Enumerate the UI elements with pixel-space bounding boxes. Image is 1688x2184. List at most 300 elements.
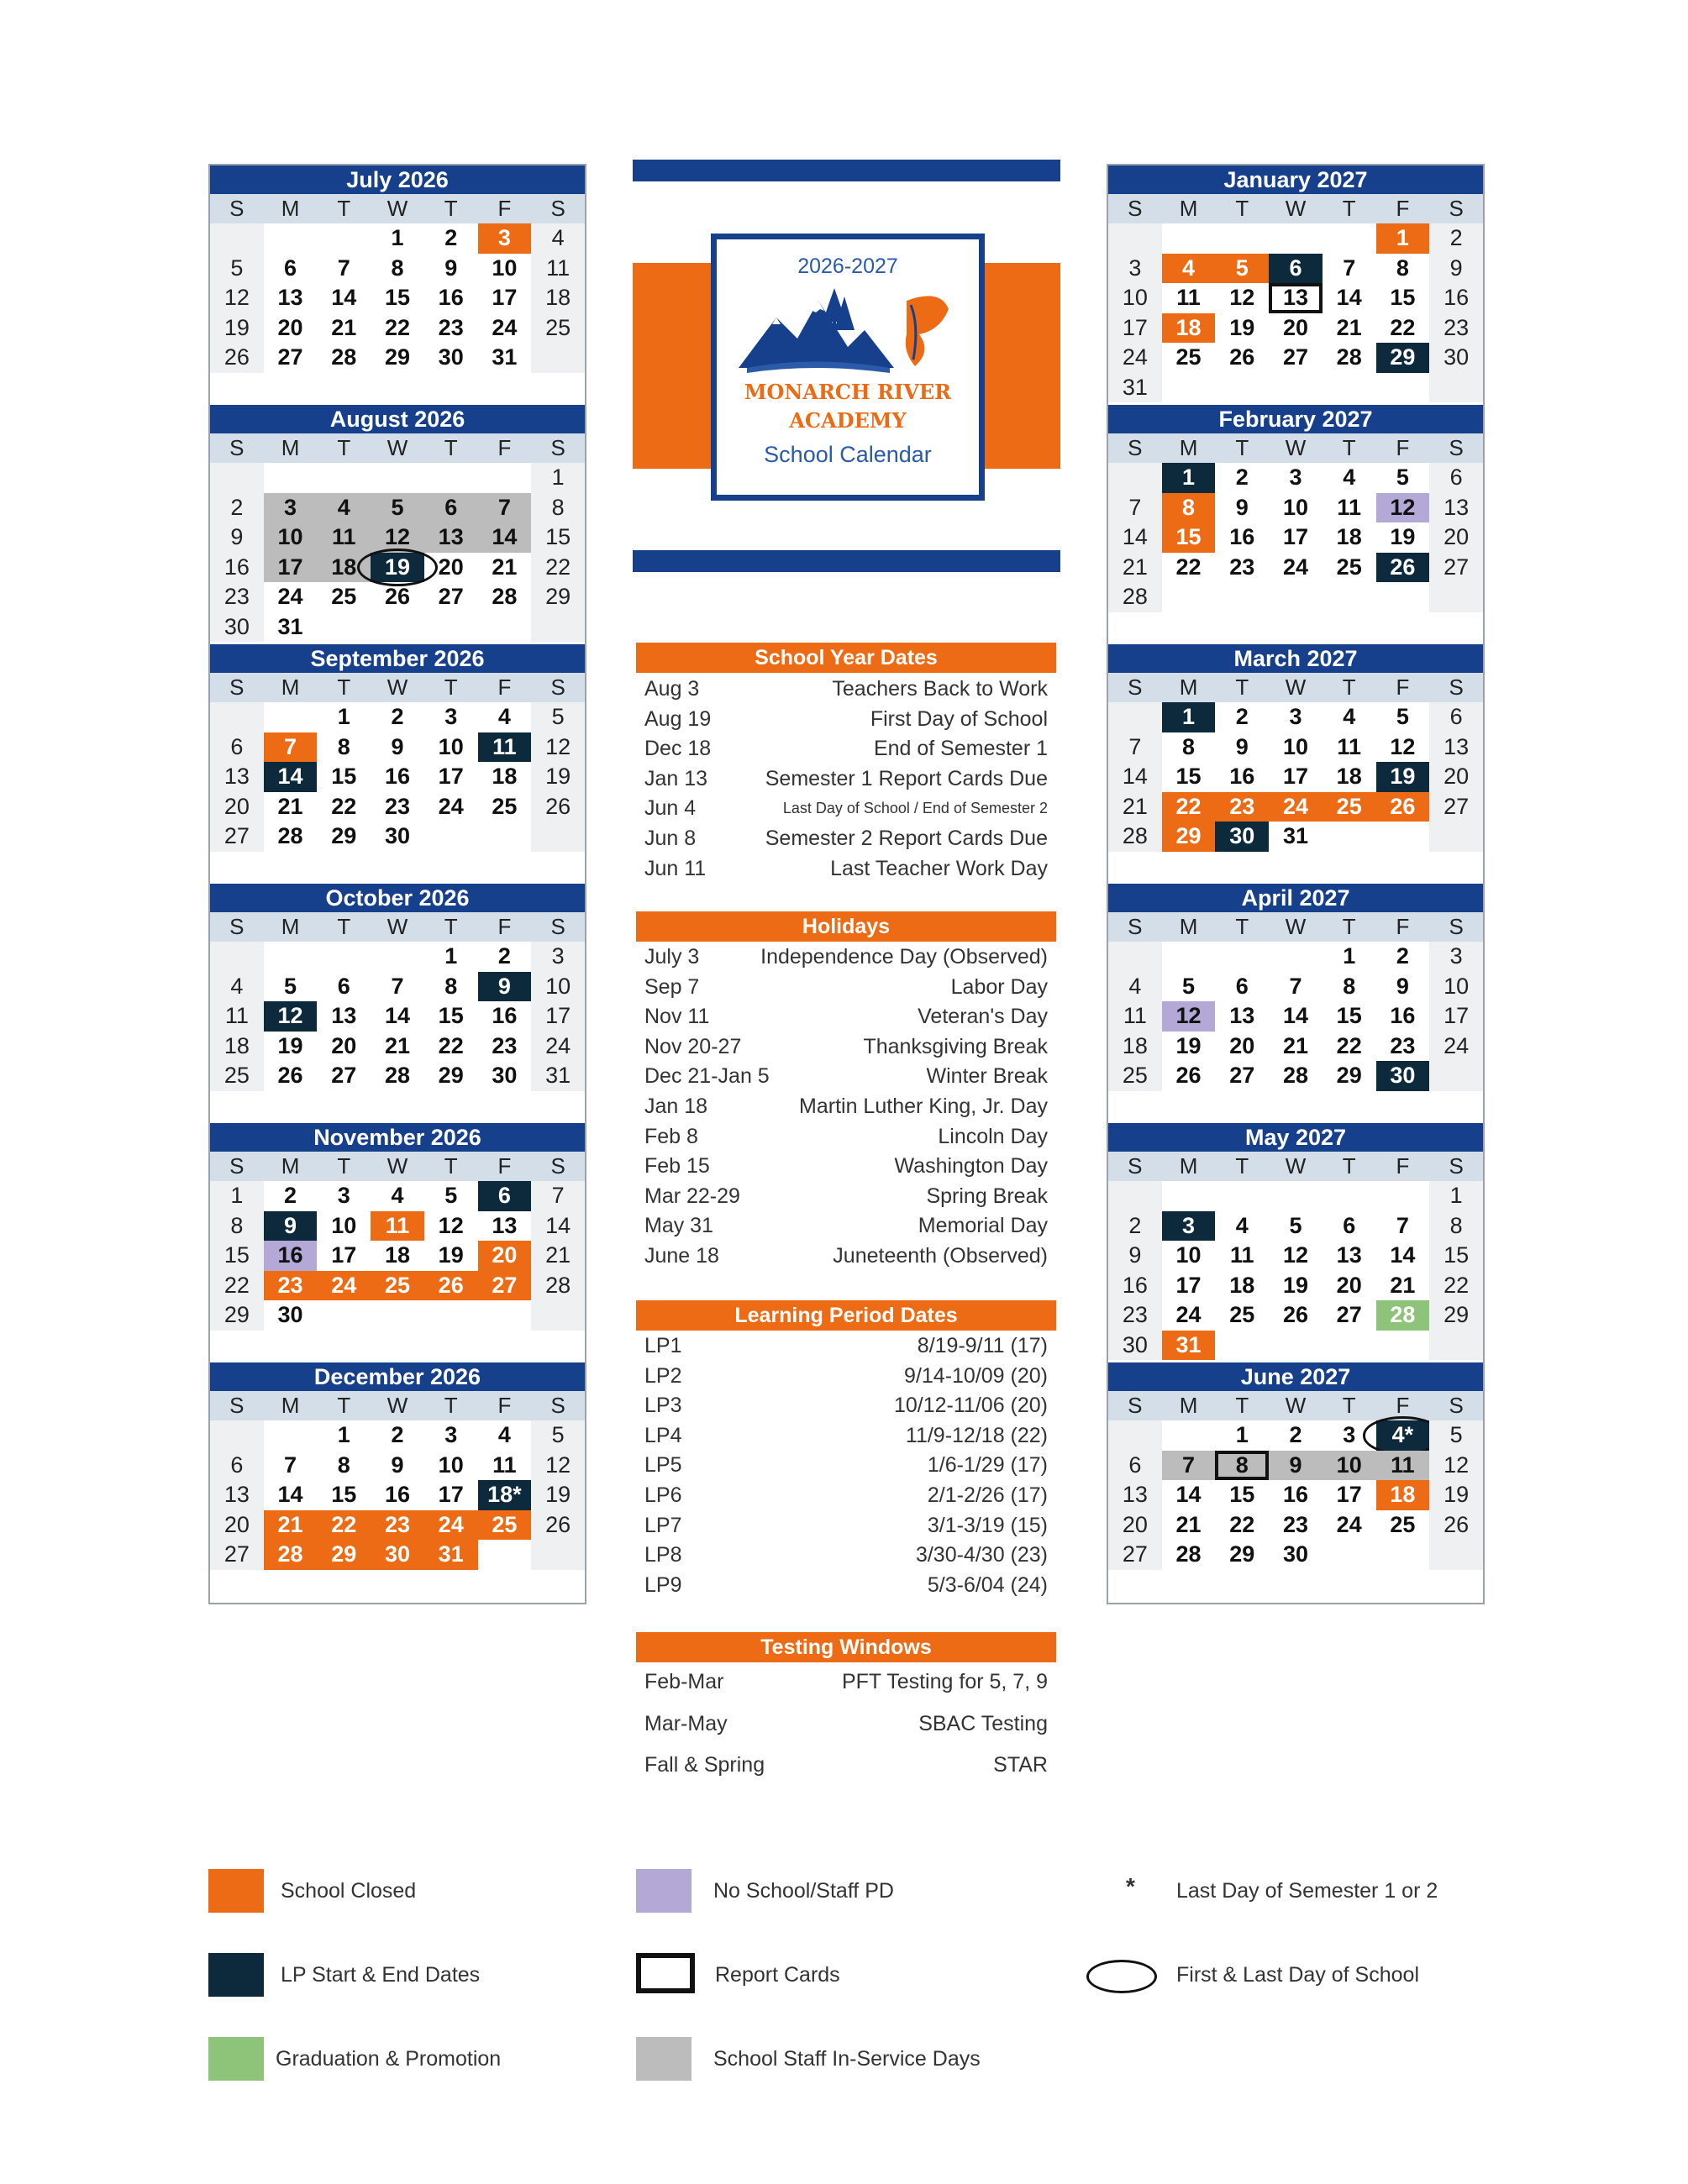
day-cell: 3 bbox=[444, 704, 458, 729]
day-cell: 22 bbox=[1390, 314, 1416, 340]
day-cell: 8 bbox=[337, 733, 350, 759]
day-cell: 10 bbox=[531, 972, 585, 1002]
weekday-label: T bbox=[1342, 1153, 1356, 1179]
row-date: Sep 7 bbox=[644, 974, 700, 999]
row-event: Thanksgiving Break bbox=[863, 1034, 1048, 1058]
day-cell: 19 bbox=[1376, 762, 1430, 792]
day-cell: 4 bbox=[497, 1422, 511, 1447]
day-cell: 30 bbox=[384, 823, 411, 848]
day-cell: 30 bbox=[1282, 1541, 1309, 1567]
day-cell: 2 bbox=[1108, 1211, 1162, 1242]
row-event: Last Teacher Work Day bbox=[830, 856, 1048, 880]
day-cell: 15 bbox=[210, 1241, 264, 1271]
day-cell: 15 bbox=[1429, 1241, 1483, 1271]
month-july-2026 bbox=[210, 165, 585, 404]
day-cell: 6 bbox=[1235, 973, 1249, 999]
day-cell: 1 bbox=[210, 1181, 264, 1211]
day-cell: 11 bbox=[1337, 733, 1361, 759]
empty-day-cell bbox=[210, 1420, 264, 1451]
section-row bbox=[644, 1511, 1048, 1541]
day-cell: 1 bbox=[1376, 223, 1430, 254]
empty-day-cell bbox=[424, 1300, 478, 1331]
row-date: Feb 8 bbox=[644, 1124, 698, 1148]
day-cell: 6 bbox=[284, 255, 297, 281]
day-cell: 20 bbox=[1429, 522, 1483, 553]
day-cell: 20 bbox=[478, 1241, 532, 1271]
day-cell: 15 bbox=[331, 764, 357, 789]
empty-day-cell bbox=[1162, 1181, 1216, 1211]
day-cell: 26 bbox=[1429, 1510, 1483, 1541]
month-march-2027 bbox=[1108, 644, 1483, 883]
empty-day-cell bbox=[1269, 223, 1323, 254]
day-cell: 17 bbox=[1429, 1001, 1483, 1032]
day-cell: 18 bbox=[1336, 764, 1362, 789]
day-cell: 8 bbox=[337, 1452, 350, 1478]
legend-grad: Graduation & Promotion bbox=[276, 2047, 502, 2071]
row-date: LP9 bbox=[644, 1572, 682, 1597]
day-cell: 15 bbox=[1336, 1003, 1362, 1028]
day-cell: 9 bbox=[1235, 494, 1249, 520]
weekday-label: S bbox=[229, 675, 245, 700]
day-cell: 6 bbox=[210, 1451, 264, 1481]
day-cell: 26 bbox=[531, 792, 585, 822]
day-cell: 1 bbox=[531, 463, 585, 493]
empty-day-cell bbox=[371, 1300, 424, 1331]
day-cell: 24 bbox=[277, 584, 303, 609]
day-cell: 16 bbox=[210, 553, 264, 583]
day-cell: 16 bbox=[384, 764, 411, 789]
day-cell: 31 bbox=[1282, 823, 1309, 848]
day-cell: 10 bbox=[1323, 1451, 1376, 1481]
weekday-label: M bbox=[1179, 675, 1198, 700]
day-cell: 7 bbox=[284, 1452, 297, 1478]
day-cell: 18 bbox=[492, 764, 518, 789]
legend-closed: School Closed bbox=[281, 1879, 417, 1903]
day-cell: 21 bbox=[1282, 1032, 1309, 1058]
month-april-2027 bbox=[1108, 884, 1483, 1122]
day-cell: 3 bbox=[1108, 254, 1162, 284]
day-cell: 4 bbox=[1343, 704, 1356, 729]
day-cell: 8 bbox=[1162, 493, 1216, 523]
day-cell: 28 bbox=[492, 584, 518, 609]
day-cell: 23 bbox=[1108, 1300, 1162, 1331]
day-cell: 12 bbox=[371, 522, 424, 553]
day-cell: 30 bbox=[210, 612, 264, 643]
day-cell: 16 bbox=[438, 285, 464, 310]
weekday-label: S bbox=[229, 914, 245, 939]
day-cell: 30 bbox=[1429, 343, 1483, 373]
legend-swatch-closed bbox=[208, 1869, 264, 1913]
day-cell: 16 bbox=[1229, 524, 1255, 549]
day-cell: 5 bbox=[1396, 465, 1409, 490]
day-cell: 9 bbox=[210, 522, 264, 553]
mountain-butterfly-icon bbox=[739, 284, 957, 376]
day-cell: 28 bbox=[264, 1540, 318, 1570]
day-cell: 13 bbox=[210, 762, 264, 792]
day-cell: 31 bbox=[1162, 1331, 1216, 1361]
day-cell: 11 bbox=[1176, 285, 1201, 310]
weekday-header bbox=[210, 673, 585, 702]
day-cell: 24 bbox=[492, 314, 518, 340]
empty-day-cell bbox=[478, 822, 532, 852]
empty-day-cell bbox=[1162, 1420, 1216, 1451]
weekday-label: M bbox=[1179, 914, 1198, 939]
row-event: Last Day of School / End of Semester 2 bbox=[782, 800, 1048, 817]
section-row bbox=[644, 854, 1048, 884]
weekday-label: W bbox=[387, 675, 408, 700]
weekday-label: S bbox=[1128, 196, 1143, 221]
day-cell: 17 bbox=[264, 553, 318, 583]
day-cell: 23 bbox=[438, 314, 464, 340]
day-cell: 20 bbox=[210, 1510, 264, 1541]
weekday-label: T bbox=[337, 1393, 351, 1418]
day-cell: 20 bbox=[1108, 1510, 1162, 1541]
day-cell: 14 bbox=[277, 1482, 303, 1507]
day-grid bbox=[210, 223, 585, 373]
day-cell: 18 bbox=[1108, 1032, 1162, 1062]
day-cell: 15 bbox=[331, 1482, 357, 1507]
month-august-2026 bbox=[210, 405, 585, 643]
legend-swatch-pd bbox=[636, 1869, 692, 1913]
row-event: Veteran's Day bbox=[918, 1005, 1048, 1029]
row-date: LP7 bbox=[644, 1513, 682, 1537]
weekday-label: S bbox=[1449, 1153, 1464, 1179]
day-cell: 19 bbox=[1175, 1032, 1202, 1058]
day-grid bbox=[1108, 223, 1483, 402]
day-cell: 19 bbox=[1282, 1272, 1309, 1298]
weekday-label: T bbox=[337, 675, 351, 700]
day-grid bbox=[210, 463, 585, 642]
weekday-label: F bbox=[497, 675, 512, 700]
day-cell: 3 bbox=[478, 223, 532, 254]
row-date: Fall & Spring bbox=[644, 1753, 765, 1777]
day-cell: 31 bbox=[277, 613, 303, 639]
month-december-2026 bbox=[210, 1362, 585, 1601]
weekday-header bbox=[1108, 912, 1483, 942]
month-october-2026 bbox=[210, 884, 585, 1122]
day-cell: 6 bbox=[1343, 1212, 1356, 1238]
day-cell: 13 bbox=[1108, 1480, 1162, 1510]
weekday-label: F bbox=[497, 1393, 512, 1418]
day-cell: 21 bbox=[531, 1241, 585, 1271]
day-cell: 11 bbox=[210, 1001, 264, 1032]
empty-day-cell bbox=[1269, 373, 1323, 403]
day-cell: 23 bbox=[210, 582, 264, 612]
orange-band-left bbox=[633, 263, 717, 469]
day-cell: 13 bbox=[492, 1212, 518, 1238]
day-cell: 30 bbox=[1215, 822, 1269, 852]
empty-day-cell bbox=[1376, 582, 1430, 612]
weekday-header bbox=[210, 433, 585, 463]
day-cell: 22 bbox=[1175, 554, 1202, 580]
day-cell: 20 bbox=[210, 792, 264, 822]
day-cell: 13 bbox=[1229, 1003, 1255, 1028]
day-cell: 2 bbox=[497, 943, 511, 969]
day-cell: 26 bbox=[531, 1510, 585, 1541]
day-cell: 14 bbox=[1175, 1482, 1202, 1507]
day-cell: 16 bbox=[1229, 764, 1255, 789]
empty-day-cell bbox=[210, 702, 264, 732]
day-cell: 16 bbox=[1108, 1271, 1162, 1301]
day-cell: 4 bbox=[531, 223, 585, 254]
day-cell: 12 bbox=[1390, 733, 1416, 759]
day-cell: 1 bbox=[1429, 1181, 1483, 1211]
weekday-label: S bbox=[1449, 914, 1464, 939]
weekday-label: S bbox=[229, 1153, 245, 1179]
row-date: Mar 22-29 bbox=[644, 1184, 740, 1208]
day-cell: 15 bbox=[1390, 285, 1416, 310]
day-cell: 13 bbox=[424, 522, 478, 553]
day-cell: 1 bbox=[391, 225, 404, 250]
day-cell: 19 bbox=[531, 1480, 585, 1510]
day-cell: 21 bbox=[277, 793, 303, 819]
legend-swatch-inservice bbox=[636, 2037, 692, 2081]
day-cell: 7 bbox=[264, 732, 318, 763]
empty-day-cell bbox=[371, 463, 424, 493]
month-title: April 2027 bbox=[1108, 884, 1483, 912]
day-cell: 24 bbox=[438, 793, 464, 819]
day-cell: 10 bbox=[1175, 1242, 1202, 1268]
day-cell: 25 bbox=[371, 1271, 424, 1301]
day-cell: 19 bbox=[438, 1242, 464, 1268]
weekday-label: F bbox=[1396, 1393, 1410, 1418]
section-row bbox=[644, 1092, 1048, 1121]
day-cell: 18 bbox=[384, 1242, 411, 1268]
day-cell: 4 bbox=[497, 704, 511, 729]
empty-day-cell bbox=[317, 942, 371, 972]
weekday-label: S bbox=[550, 914, 565, 939]
day-cell: 2 bbox=[391, 1422, 404, 1447]
month-september-2026 bbox=[210, 644, 585, 883]
day-cell: 3 bbox=[1162, 1211, 1216, 1242]
day-cell: 14 bbox=[384, 1003, 411, 1028]
day-cell: 2 bbox=[284, 1183, 297, 1208]
row-date: Nov 20-27 bbox=[644, 1034, 742, 1058]
section-row bbox=[644, 942, 1048, 972]
empty-day-cell bbox=[317, 612, 371, 643]
section-row bbox=[644, 1421, 1048, 1451]
day-cell: 25 bbox=[478, 1510, 532, 1541]
empty-day-cell bbox=[1162, 942, 1216, 972]
day-cell: 22 bbox=[1229, 1511, 1255, 1537]
day-cell: 16 bbox=[1429, 283, 1483, 313]
day-cell: 27 bbox=[1336, 1302, 1362, 1327]
school-logo bbox=[711, 234, 985, 501]
day-cell: 2 bbox=[1289, 1422, 1302, 1447]
weekday-header bbox=[1108, 194, 1483, 223]
day-cell: 21 bbox=[1108, 792, 1162, 822]
day-cell: 11 bbox=[1108, 1001, 1162, 1032]
day-cell: 13 bbox=[1336, 1242, 1362, 1268]
logo-name-line1: MONARCH RIVER bbox=[744, 380, 952, 404]
empty-day-cell bbox=[424, 463, 478, 493]
weekday-label: T bbox=[444, 196, 458, 221]
day-cell: 13 bbox=[1269, 283, 1323, 313]
empty-day-cell bbox=[1269, 1181, 1323, 1211]
day-cell: 2 bbox=[444, 225, 458, 250]
weekday-label: T bbox=[337, 914, 351, 939]
day-cell: 8 bbox=[1215, 1451, 1269, 1481]
day-cell: 10 bbox=[438, 733, 464, 759]
weekday-label: S bbox=[229, 196, 245, 221]
day-cell: 23 bbox=[492, 1032, 518, 1058]
day-grid bbox=[1108, 1181, 1483, 1360]
day-cell: 9 bbox=[478, 972, 532, 1002]
empty-day-cell bbox=[1215, 942, 1269, 972]
weekday-header bbox=[1108, 433, 1483, 463]
day-cell: 22 bbox=[1429, 1271, 1483, 1301]
day-cell: 15 bbox=[438, 1003, 464, 1028]
day-cell: 7 bbox=[478, 493, 532, 523]
empty-day-cell bbox=[1215, 373, 1269, 403]
day-cell: 21 bbox=[1108, 553, 1162, 583]
weekday-label: M bbox=[281, 1393, 300, 1418]
weekday-label: T bbox=[1235, 1153, 1249, 1179]
day-cell: 28 bbox=[531, 1271, 585, 1301]
day-cell: 8 bbox=[444, 973, 458, 999]
weekday-label: S bbox=[1128, 1393, 1143, 1418]
row-event: 3/1-3/19 (15) bbox=[927, 1513, 1048, 1537]
day-cell: 21 bbox=[264, 1510, 318, 1541]
empty-day-cell bbox=[1269, 942, 1323, 972]
empty-day-cell bbox=[264, 942, 318, 972]
row-event: 1/6-1/29 (17) bbox=[927, 1453, 1048, 1478]
empty-day-cell bbox=[531, 1300, 585, 1331]
weekday-label: S bbox=[550, 1393, 565, 1418]
day-cell: 9 bbox=[1108, 1241, 1162, 1271]
month-november-2026 bbox=[210, 1123, 585, 1362]
day-cell: 7 bbox=[531, 1181, 585, 1211]
day-cell: 23 bbox=[1390, 1032, 1416, 1058]
day-cell: 23 bbox=[384, 793, 411, 819]
day-cell: 18 bbox=[1336, 524, 1362, 549]
day-cell: 25 bbox=[1336, 554, 1362, 580]
legend-pd: No School/Staff PD bbox=[713, 1879, 894, 1903]
day-cell: 7 bbox=[1108, 493, 1162, 523]
day-cell: 9 bbox=[1396, 973, 1409, 999]
day-cell: 9 bbox=[264, 1211, 318, 1242]
empty-day-cell bbox=[264, 223, 318, 254]
day-cell: 9 bbox=[391, 1452, 404, 1478]
section-row bbox=[644, 1331, 1048, 1361]
day-cell: 2 bbox=[391, 704, 404, 729]
day-cell: 8 bbox=[1396, 255, 1409, 281]
month-title: November 2026 bbox=[210, 1123, 585, 1152]
day-cell: 21 bbox=[1336, 314, 1362, 340]
row-date: LP6 bbox=[644, 1483, 682, 1507]
row-date: Jun 11 bbox=[644, 856, 707, 880]
day-cell: 12 bbox=[264, 1001, 318, 1032]
day-grid bbox=[210, 1181, 585, 1331]
empty-day-cell bbox=[531, 822, 585, 852]
day-cell: 29 bbox=[1162, 822, 1216, 852]
calendar-column-fall bbox=[208, 164, 586, 1604]
day-cell: 28 bbox=[277, 823, 303, 848]
day-cell: 19 bbox=[1429, 1480, 1483, 1510]
empty-day-cell bbox=[210, 942, 264, 972]
empty-day-cell bbox=[1429, 822, 1483, 852]
weekday-label: T bbox=[444, 435, 458, 460]
day-grid bbox=[1108, 1420, 1483, 1570]
day-cell: 3 bbox=[1343, 1422, 1356, 1447]
row-date: Feb 15 bbox=[644, 1154, 710, 1179]
day-cell: 23 bbox=[1429, 313, 1483, 344]
weekday-label: M bbox=[281, 1153, 300, 1179]
legend-lp: LP Start & End Dates bbox=[281, 1963, 481, 1987]
weekday-label: T bbox=[1235, 1393, 1249, 1418]
row-date: LP4 bbox=[644, 1423, 682, 1447]
day-cell: 6 bbox=[424, 493, 478, 523]
day-cell: 29 bbox=[1429, 1300, 1483, 1331]
day-cell: 29 bbox=[1376, 343, 1430, 373]
row-event: 9/14-10/09 (20) bbox=[904, 1363, 1048, 1388]
day-cell: 25 bbox=[1108, 1061, 1162, 1091]
day-cell: 27 bbox=[438, 584, 464, 609]
day-cell: 2 bbox=[1235, 704, 1249, 729]
day-cell: 16 bbox=[1390, 1003, 1416, 1028]
day-cell: 20 bbox=[1282, 314, 1309, 340]
row-date: LP8 bbox=[644, 1543, 682, 1567]
day-cell: 25 bbox=[1323, 792, 1376, 822]
day-cell: 8 bbox=[1182, 733, 1196, 759]
day-cell: 24 bbox=[424, 1510, 478, 1541]
day-cell: 11 bbox=[371, 1211, 424, 1242]
day-cell: 5 bbox=[210, 254, 264, 284]
section-row bbox=[644, 1391, 1048, 1420]
day-cell: 17 bbox=[1282, 524, 1309, 549]
day-cell: 12 bbox=[531, 1451, 585, 1481]
section-row bbox=[644, 1751, 1048, 1780]
day-cell: 22 bbox=[384, 314, 411, 340]
row-event: First Day of School bbox=[870, 706, 1048, 731]
section-title-school-year: School Year Dates bbox=[636, 643, 1056, 673]
day-cell: 14 bbox=[331, 285, 357, 310]
row-event: Spring Break bbox=[926, 1184, 1048, 1208]
day-cell: 16 bbox=[492, 1003, 518, 1028]
weekday-header bbox=[1108, 1152, 1483, 1181]
day-cell: 22 bbox=[1162, 792, 1216, 822]
weekday-label: T bbox=[1342, 675, 1356, 700]
section-row bbox=[644, 675, 1048, 704]
day-cell: 30 bbox=[1376, 1061, 1430, 1091]
day-cell: 30 bbox=[438, 344, 464, 370]
day-cell: 1 bbox=[1162, 702, 1216, 732]
empty-day-cell bbox=[1376, 373, 1430, 403]
legend-semester: Last Day of Semester 1 or 2 bbox=[1176, 1879, 1438, 1903]
row-event: Memorial Day bbox=[918, 1214, 1048, 1238]
day-cell: 4 bbox=[1108, 972, 1162, 1002]
day-cell: 10 bbox=[1282, 494, 1309, 520]
day-cell: 14 bbox=[1108, 522, 1162, 553]
weekday-label: F bbox=[1396, 914, 1410, 939]
weekday-label: W bbox=[1285, 1393, 1307, 1418]
weekday-label: T bbox=[1342, 196, 1356, 221]
day-cell: 27 bbox=[210, 1540, 264, 1570]
day-cell: 25 bbox=[331, 584, 357, 609]
logo-name-line2: ACADEMY bbox=[789, 408, 907, 433]
section-row bbox=[644, 734, 1048, 764]
weekday-label: F bbox=[1396, 675, 1410, 700]
section-row bbox=[644, 1541, 1048, 1570]
day-cell: 11 bbox=[1337, 494, 1361, 520]
row-date: LP1 bbox=[644, 1334, 682, 1357]
day-cell: 4 bbox=[317, 493, 371, 523]
weekday-label: M bbox=[281, 435, 300, 460]
day-cell: 22 bbox=[331, 793, 357, 819]
day-cell: 24 bbox=[531, 1032, 585, 1062]
day-grid bbox=[210, 942, 585, 1091]
day-cell: 18 bbox=[531, 283, 585, 313]
